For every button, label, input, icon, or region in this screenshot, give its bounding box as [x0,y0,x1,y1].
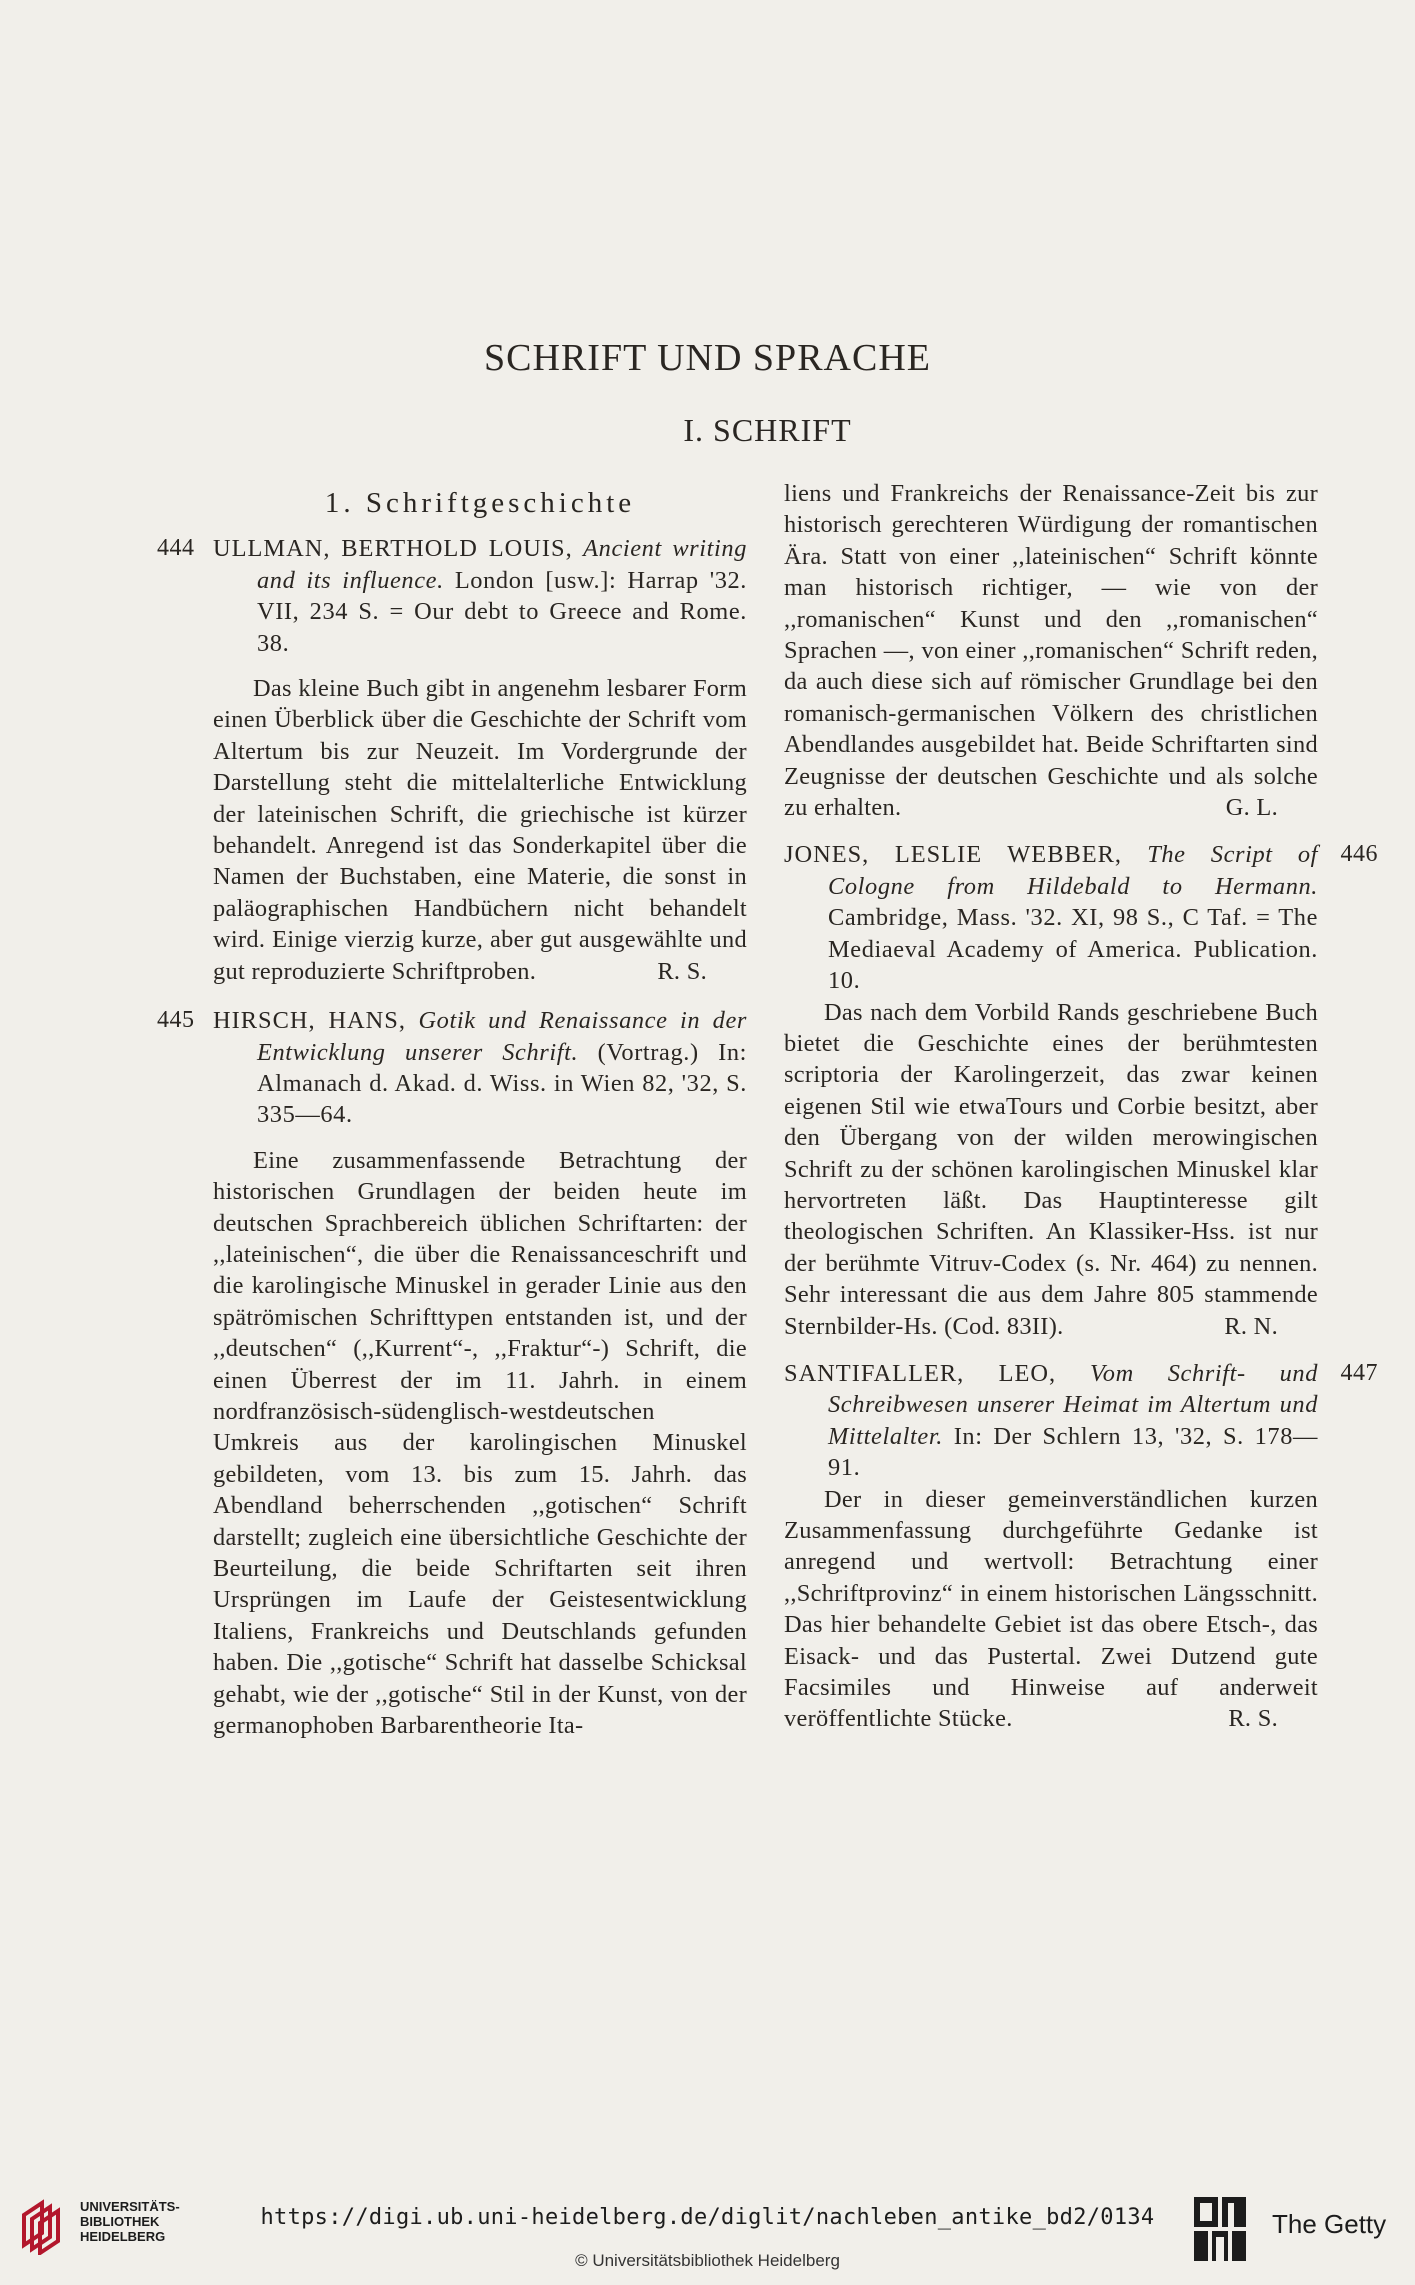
entry-number: 445 [157,1007,195,1034]
library-name-line: HEIDELBERG [80,2229,166,2244]
entry-details: (Vortrag.) In: Almanach d. Akad. d. Wiss. in Wien 82, '32, S. 335—64. [257,1038,748,1129]
entry-citation [784,839,1318,996]
bibliography-entry-447 [784,1358,1378,1735]
reviewer-signature: R. S. [657,957,707,985]
entry-citation [213,533,747,659]
entry-details: Cambridge, Mass. '32. XI, 98 S., C Taf. = The Mediaeval Academy of America. Publication. 10. [828,904,1318,995]
entry-number: 447 [1340,1359,1378,1386]
entry-title: Ancient writing and its influence. [257,535,747,594]
chapter-title: I. SCHRIFT [683,412,852,448]
source-url-link[interactable]: https://digi.ub.uni-heidelberg.de/diglit/nachleben_antike_bd2/0134 [260,2205,1155,2230]
entry-author: ULLMAN, BERTHOLD LOUIS, [213,535,573,563]
footer-bar [0,2185,1415,2285]
entry-author: HIRSCH, HANS, [213,1007,406,1035]
entry-review-text: Das kleine Buch gibt in angenehm lesbarer Form einen Überblick über die Geschichte der Schrift vom Altertum bis zur Neuzeit. Im Vordergrunde der Darstellung steht die mittelalterliche Entwicklung der lateinischen Schrift, die griechische ist kürzer behandelt. Anregend ist das Sonderkapitel über die Namen der Buchstaben, eine Materie, die sonst in paläographischen Handbüchern nicht behandelt wird. Einige vierzig kurze, aber gut ausgewählte und gut reproduzierte Schriftproben. [213,675,747,985]
entry-author: SANTIFALLER, LEO, [784,1359,1057,1387]
getty-label: The Getty [1272,2209,1387,2239]
review-continuation [784,478,1318,823]
entry-title: The Script of Cologne from Hildebald to Hermann. [828,841,1318,900]
entry-details: In: Der Schlern 13, '32, S. 178—91. [828,1422,1318,1482]
library-name-line: BIBLIOTHEK [80,2214,160,2229]
right-column [784,478,1378,1735]
page-title: SCHRIFT UND SPRACHE [484,337,931,379]
entry-review [213,673,747,987]
copyright-notice: © Universitätsbibliothek Heidelberg [575,2251,840,2270]
reviewer-signature: G. L. [1225,794,1278,822]
entry-citation [213,1005,747,1131]
entry-review-text: Der in dieser gemeinverständlichen kurzen Zusammenfassung durchgeführte Gedanke ist anregend und wertvoll: Betrachtung einer ,,Schriftprovinz“ in einem historischen Längsschnitt. Das hier behandelte Gebiet ist das obere Etsch-, das Eisack- und das Pustertal. Zwei Dutzend gute Facsimiles und Hinweise auf anderweit veröffentlichte Stücke. [784,1485,1318,1733]
entry-number: 446 [1340,841,1378,868]
getty-logo-icon [1192,2195,1250,2265]
entry-review [784,997,1318,1342]
entry-citation [784,1358,1318,1484]
library-name-line: UNIVERSITÄTS- [80,2199,180,2214]
entry-number: 444 [157,535,195,562]
left-column [157,478,748,1741]
entry-details: London [usw.]: Harrap '32. VII, 234 S. = Our debt to Greece and Rome. 38. [257,566,747,657]
entry-review-text: Eine zusammenfassende Betrachtung der historischen Grundlagen der beiden heute im deutschen Sprachbereich üblichen Schriftarten: der ,,lateinischen“, die über die Renaissanceschrift und die karolingische Minuskel in gerader Linie aus den spätrömischen Schrifttypen entstanden ist, und der ,,deutschen“ (,,Kurrent“-, ,,Fraktur“-) Schrift, die einen Überrest der im 11. Jahrh. in einem nordfranzösisch-südenglisch-westdeutschen Umkreis aus der karolingischen Minuskel gebildeten, vom 13. bis zum 15. Jahrh. das Abendland beherrschenden ,,gotischen“ Schrift darstellt; zugleich eine übersichtliche Geschichte der Beurteilung, die beide Schriftarten seit ihren Ursprüngen im Laufe der Geistesentwicklung Italiens, Frankreichs und Deutschlands gefunden haben. Die ,,gotische“ Schrift hat dasselbe Schicksal gehabt, wie der ,,gotische“ Stil in der Kunst, von der germanophoben Barbarentheorie Ita- [213,1146,747,1740]
entry-review [784,1484,1318,1735]
entry-title: Gotik und Renaissance in der Entwicklung unserer Schrift. [257,1007,747,1066]
bibliography-entry-445 [157,1005,748,1741]
entry-review-text: Das nach dem Vorbild Rands geschriebene Buch bietet die Geschichte eines der berühmtesten scriptoria der Karolingerzeit, das zwar keinen eigenen Stil wie etwaTours und Corbie besitzt, aber den Übergang von der wilden merowingischen Schrift zu der schönen karolingischen Minuskel klar hervortreten läßt. Das Hauptinteresse gilt theologischen Schriften. An Klassiker-Hss. ist nur der berühmte Vitruv-Codex (s. Nr. 464) zu nennen. Sehr interessant die aus dem Jahre 805 stammende Sternbilder-Hs. (Cod. 83II). [784,998,1318,1340]
bibliography-entry-444 [157,533,747,987]
entry-author: JONES, LESLIE WEBBER, [784,841,1123,869]
reviewer-signature: R. S. [1228,1705,1278,1733]
bibliography-entry-446 [784,839,1378,1342]
entry-title: Vom Schrift- und Schreibwesen unserer Heimat im Altertum und Mittelalter. [828,1359,1318,1450]
entry-review-text: liens und Frankreichs der Renaissance-Zeit bis zur historisch gerechteren Würdigung der romantischen Ära. Statt von einer ,,lateinischen“ Schrift könnte man historisch richtiger, — wie von der ,,romanischen“ Kunst und den ,,romanischen“ Sprachen —, von einer ,,romanischen“ Schrift reden, da auch diese sich auf römischer Grundlage bei den romanisch-germanischen Völkern des christlichen Abendlandes ausgebildet hat. Beide Schriftarten sind Zeugnisse der deutschen Geschichte und als solche zu erhalten. [784,480,1318,822]
section-heading: 1. Schriftgeschichte [324,487,636,519]
entry-review [784,478,1318,823]
reviewer-signature: R. N. [1224,1312,1278,1340]
